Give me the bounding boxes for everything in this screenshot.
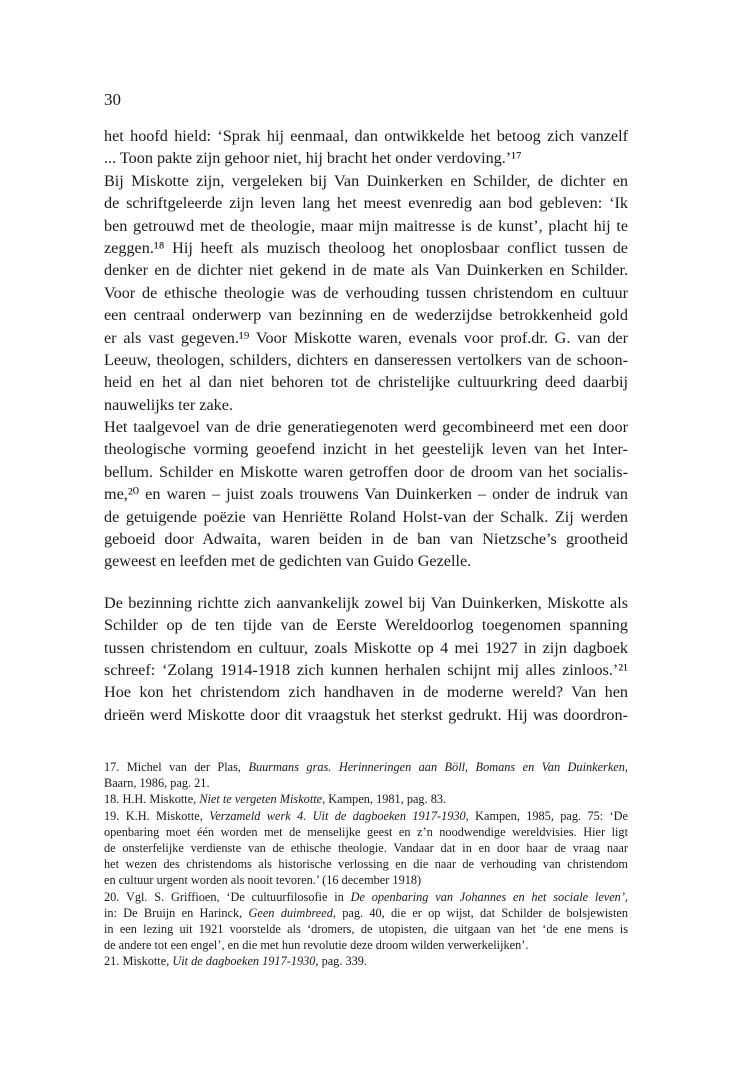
footnote-text: 17. Michel van der Plas, bbox=[104, 760, 249, 774]
body-line: nauwelijks ter zake. bbox=[104, 395, 233, 414]
footnote-title: Buurmans gras. Herinneringen aan Böll, Bomans en Van Duinkerken, bbox=[248, 760, 628, 774]
footnote-text: Kampen, 1981, pag. 83. bbox=[325, 792, 447, 807]
page-number: 30 bbox=[104, 90, 121, 109]
body-line: de getuigende poëzie van Henriëtte Roland Holst-van der Schalk. Zij werden bbox=[104, 507, 628, 526]
footnote-text: Kampen, 1985, pag. 75: ‘De bbox=[468, 808, 628, 823]
footnote-19-cont: en cultuur urgent worden als nooit tevoren.’ (16 december 1918) bbox=[104, 873, 422, 888]
footnote-text: in: De Bruijn en Harinck, bbox=[104, 905, 249, 920]
footnote-text: 18. H.H. Miskotte, bbox=[104, 792, 200, 807]
body-line: heid en het al dan niet behoren tot de christelijke cultuurkring deed daarbij bbox=[104, 373, 628, 392]
footnote-text: 21. Miskotte, bbox=[104, 954, 173, 969]
footnote-text: pag. 40, die er op wijst, dat Schilder de bolsjewisten bbox=[335, 905, 628, 920]
footnote-19-cont: het wezen des christendoms als historische verlossing en die naar de verhouding van christendom bbox=[104, 857, 628, 872]
footnote-21 bbox=[104, 953, 628, 969]
body-line: geboeid door Adwaita, waren beiden in de ban van Nietzsche’s grootheid bbox=[104, 530, 628, 549]
footnotes bbox=[104, 759, 628, 969]
body-line: Schilder op de ten tijde van de Eerste Wereldoorlog toegenomen spanning bbox=[104, 616, 628, 635]
body-line: drieën werd Miskotte door dit vraagstuk het sterkst gedrukt. Hij was doordron- bbox=[104, 705, 628, 724]
footnote-title: Geen duimbreed, bbox=[248, 905, 336, 920]
footnote-20-cont bbox=[104, 905, 628, 921]
body-line: theologische vorming geoefend inzicht in het geestelijk leven van het Inter- bbox=[104, 440, 628, 459]
body-text bbox=[104, 125, 628, 726]
footnote-19 bbox=[104, 808, 628, 824]
body-line: Voor de ethische theologie was de verhouding tussen christendom en cultuur bbox=[104, 283, 628, 302]
footnote-20 bbox=[104, 889, 628, 905]
footnote-title: Niet te vergeten Miskotte, bbox=[199, 792, 326, 807]
body-line: bellum. Schilder en Miskotte waren getroffen door de droom van het socialis- bbox=[104, 462, 628, 481]
footnote-title: Verzameld werk 4. Uit de dagboeken 1917-1930, bbox=[209, 808, 469, 823]
body-line: ... Toon pakte zijn gehoor niet, hij bracht het onder verdoving.’¹⁷ bbox=[104, 149, 522, 168]
body-line: denker en de dichter niet gekend in de mate als Van Duinkerken en Schilder. bbox=[104, 261, 628, 280]
footnote-text: 20. Vgl. S. Griffioen, ‘De cultuurfilosofie in bbox=[104, 889, 351, 904]
footnote-19-cont: openbaring moet één worden met de menselijke geest en z’n noodwendige wereldvisies. Hier ligt bbox=[104, 824, 628, 839]
body-line: een centraal onderwerp van bezinning en de wederzijdse betrokkenheid gold bbox=[104, 306, 628, 325]
footnote-17-cont: Baarn, 1986, pag. 21. bbox=[104, 776, 210, 791]
body-line: zeggen.¹⁸ Hij heeft als muzisch theoloog het onoplosbaar conflict tussen de bbox=[104, 238, 628, 257]
footnote-20-cont: in een lezing uit 1921 voorstelde als ‘dromers, de utopisten, die uitgaan van het ‘de ene mens is bbox=[104, 921, 628, 936]
footnote-20-cont: de andere tot een engel’, en die met hun revolutie deze droom wilden verwerkelijken’. bbox=[104, 938, 529, 953]
body-line: Het taalgevoel van de drie generatiegenoten werd gecombineerd met een door bbox=[104, 418, 628, 437]
body-line: Hoe kon het christendom zich handhaven in de moderne wereld? Van hen bbox=[104, 683, 628, 702]
footnote-title: De openbaring van Johannes en het sociale leven’, bbox=[350, 889, 628, 904]
body-line: de schriftgeleerde zijn leven lang het meest evenredig aan bod gebleven: ‘Ik bbox=[104, 194, 628, 213]
footnote-title: Uit de dagboeken 1917-1930, bbox=[172, 954, 319, 969]
footnote-19-cont: de onsterfelijke verdienste van de ethische theologie. Vandaar dat in en door haar de vraag naar bbox=[104, 840, 628, 855]
body-line: er als vast gegeven.¹⁹ Voor Miskotte waren, evenals voor prof.dr. G. van der bbox=[104, 328, 628, 347]
footnote-17 bbox=[104, 759, 628, 775]
footnote-18 bbox=[104, 791, 628, 807]
body-line: geweest en leefden met de gedichten van Guido Gezelle. bbox=[104, 552, 472, 571]
body-line: me,²⁰ en waren – juist zoals trouwens Van Duinkerken – onder de indruk van bbox=[104, 485, 628, 504]
body-line: schreef: ‘Zolang 1914-1918 zich kunnen herhalen schijnt mij alles zinloos.’²¹ bbox=[104, 660, 628, 679]
footnote-text: pag. 339. bbox=[318, 954, 367, 969]
body-line: Leeuw, theologen, schilders, dichters en danseressen vertolkers van de schoon- bbox=[104, 350, 628, 369]
body-line: ben getrouwd met de theologie, maar mijn maitresse is de kunst’, placht hij te bbox=[104, 216, 628, 235]
body-line: De bezinning richtte zich aanvankelijk zowel bij Van Duinkerken, Miskotte als bbox=[104, 593, 628, 612]
body-line: het hoofd hield: ‘Sprak hij eenmaal, dan ontwikkelde het betoog zich vanzelf bbox=[104, 127, 628, 145]
paragraph-gap bbox=[104, 573, 628, 592]
body-line: Bij Miskotte zijn, vergeleken bij Van Duinkerken en Schilder, de dichter en bbox=[104, 171, 628, 190]
body-line: tussen christendom en cultuur, zoals Miskotte op 4 mei 1927 in zijn dagboek bbox=[104, 638, 628, 657]
footnote-text: 19. K.H. Miskotte, bbox=[104, 808, 210, 823]
